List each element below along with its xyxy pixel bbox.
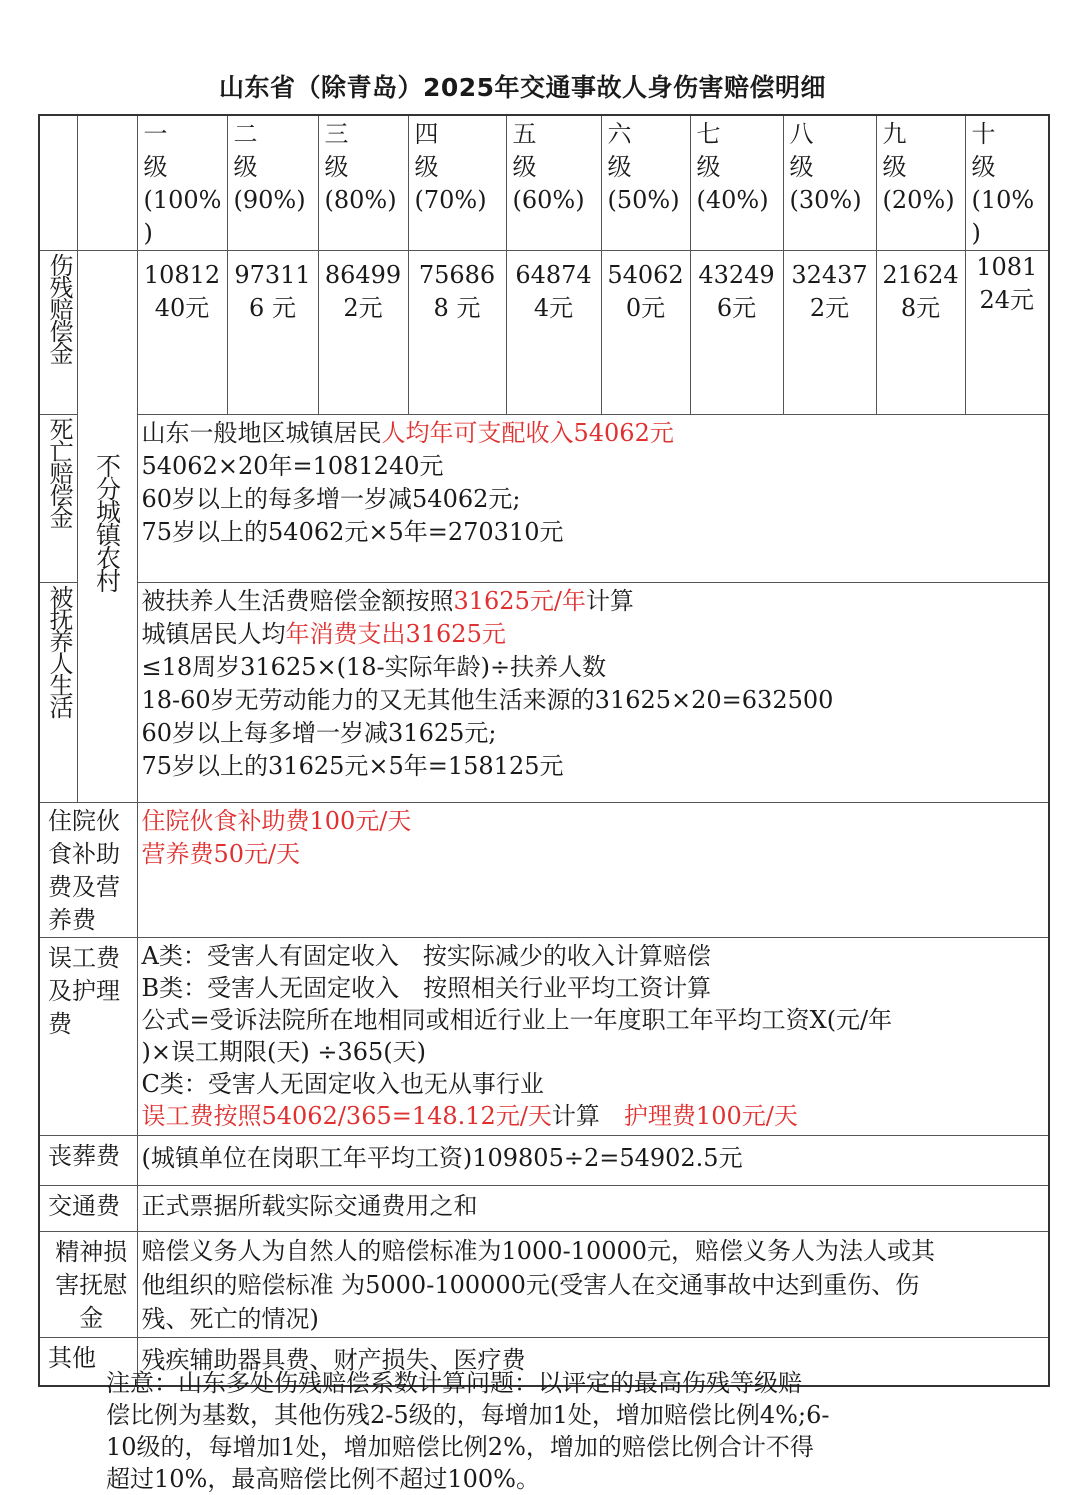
grade-header: 七 级 (40%) — [690, 115, 783, 251]
transport-row — [39, 1186, 1049, 1232]
grade-header: 六 级 (50%) — [601, 115, 690, 251]
disability-amount: 21624 8元 — [876, 251, 965, 415]
lost-work-content: A类：受害人有固定收入 按实际减少的收入计算赔偿 B类：受害人无固定收入 按照相关行业平均工资计算 公式=受诉法院所在地相同或相近行业上一年度职工年平均工资X(元/年 )×误工期限(天) ÷365(天) C类：受害人无固定收入也无从事行业 误工费按照54062/365=148.12元/天计算 护理费100元/天 — [137, 938, 1049, 1136]
other-label: 其他 — [39, 1338, 137, 1386]
lost-work-label: 误工费 及护理 费 — [39, 938, 137, 1136]
disability-amount: 1081 24元 — [965, 251, 1049, 415]
transport-content: 正式票据所载实际交通费用之和 — [137, 1186, 1049, 1232]
funeral-label: 丧葬费 — [39, 1136, 137, 1186]
disability-row — [39, 251, 1049, 415]
hospital-row — [39, 803, 1049, 938]
urban-rural-cell — [77, 251, 137, 803]
grade-header: 三 级 (80%) — [318, 115, 408, 251]
disability-amount: 43249 6元 — [690, 251, 783, 415]
other-content: 残疾辅助器具费、财产损失、医疗费 — [137, 1338, 1049, 1386]
grade-header-row — [39, 115, 1049, 251]
grade-header: 十 级 (10% ) — [965, 115, 1049, 251]
grade-header: 五 级 (60%) — [506, 115, 601, 251]
grade-header: 一 级 (100% ) — [137, 115, 227, 251]
disability-amount: 32437 2元 — [783, 251, 876, 415]
grade-header: 九 级 (20%) — [876, 115, 965, 251]
transport-label: 交通费 — [39, 1186, 137, 1232]
corner-cell — [39, 115, 77, 251]
page-title: 山东省（除青岛）2025年交通事故人身伤害赔偿明细 — [218, 73, 827, 102]
mental-row — [39, 1232, 1049, 1338]
disability-amount: 75686 8 元 — [408, 251, 506, 415]
compensation-table — [38, 114, 1050, 1387]
grade-header: 四 级 (70%) — [408, 115, 506, 251]
footnote: 注意：山东多处伤残赔偿系数计算问题：以评定的最高伤残等级赔 偿比例为基数，其他伤残2-5级的，每增加1处，增加赔偿比例4%;6- 10级的，每增加1处，增加赔偿比例2%，增加的赔偿比例合计不得 超过10%，最高赔偿比例不超过100%。 — [106, 1369, 830, 1493]
corner-cell-2 — [77, 115, 137, 251]
disability-label: 伤残赔偿金 — [39, 251, 77, 415]
lost-work-row — [39, 938, 1049, 1136]
disability-amount: 54062 0元 — [601, 251, 690, 415]
grade-header: 二 级 (90%) — [227, 115, 318, 251]
grade-header: 八 级 (30%) — [783, 115, 876, 251]
disability-amount: 10812 40元 — [137, 251, 227, 415]
mental-label: 精神损 害抚慰 金 — [39, 1232, 137, 1338]
hospital-label: 住院伙 食补助 费及营 养费 — [39, 803, 137, 938]
funeral-row — [39, 1136, 1049, 1186]
funeral-content: (城镇单位在岗职工年平均工资)109805÷2=54902.5元 — [137, 1136, 1049, 1186]
mental-content: 赔偿义务人为自然人的赔偿标准为1000-10000元，赔偿义务人为法人或其 他组织的赔偿标准 为5000-100000元(受害人在交通事故中达到重伤、伤 残、死亡的情况) — [137, 1232, 1049, 1338]
dependent-row — [39, 583, 1049, 803]
dependent-label: 被抚养人生活 — [39, 583, 77, 803]
disability-amount: 64874 4元 — [506, 251, 601, 415]
urban-rural-label: 不分城镇农村 — [92, 453, 122, 591]
death-label: 死亡赔偿金 — [39, 415, 77, 583]
death-content: 山东一般地区城镇居民人均年可支配收入54062元 54062×20年=1081240元 60岁以上的每多增一岁减54062元; 75岁以上的54062元×5年=270310元 — [137, 415, 1049, 583]
disability-amount: 86499 2元 — [318, 251, 408, 415]
disability-amount: 97311 6 元 — [227, 251, 318, 415]
death-row — [39, 415, 1049, 583]
dependent-content: 被扶养人生活费赔偿金额按照31625元/年计算 城镇居民人均年消费支出31625元 ≤18周岁31625×(18-实际年龄)÷扶养人数 18-60岁无劳动能力的又无其他生活来源的31625×20=632500 60岁以上每多增一岁减31625元; 75岁以上的31625元×5年=158125元 — [137, 583, 1049, 803]
hospital-content: 住院伙食补助费100元/天 营养费50元/天 — [137, 803, 1049, 938]
